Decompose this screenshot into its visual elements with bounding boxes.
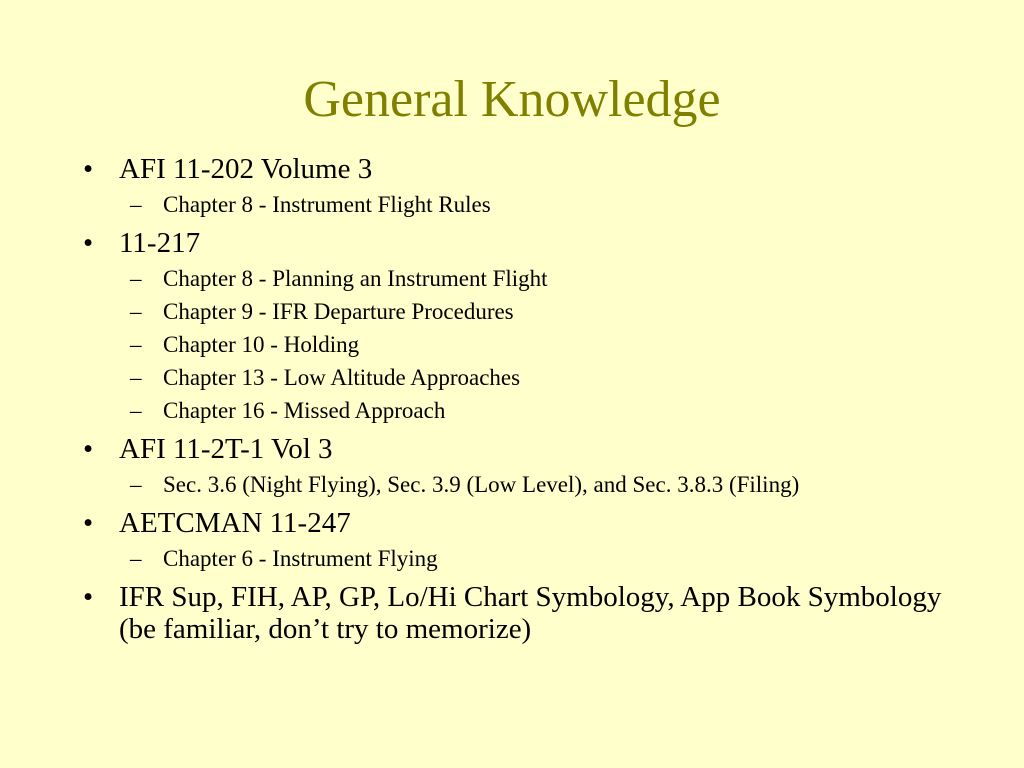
bullet-item <box>83 581 963 645</box>
sub-bullet-text: Chapter 8 - Planning an Instrument Flight <box>163 266 548 291</box>
bullet-item <box>83 227 963 259</box>
bullet-icon: • <box>83 153 94 185</box>
sub-bullet-text: Chapter 9 - IFR Departure Procedures <box>163 299 514 324</box>
sub-bullet-item <box>83 472 963 498</box>
bullet-icon: • <box>83 507 94 539</box>
bullet-item <box>83 153 963 185</box>
sub-bullet-text: Chapter 6 - Instrument Flying <box>163 546 438 571</box>
dash-icon: – <box>130 365 142 390</box>
bullet-text: 11-217 <box>119 227 201 259</box>
sub-bullet-text: Chapter 13 - Low Altitude Approaches <box>163 365 521 390</box>
slide-title: General Knowledge <box>303 71 721 128</box>
sub-bullet-text: Chapter 8 - Instrument Flight Rules <box>163 192 491 217</box>
bullet-icon: • <box>83 433 94 465</box>
sub-bullet-item <box>83 546 963 572</box>
dash-icon: – <box>130 192 142 217</box>
bullet-text: IFR Sup, FIH, AP, GP, Lo/Hi Chart Symbology, App Book Symbology (be familiar, don’t try to memorize) <box>119 581 942 645</box>
dash-icon: – <box>130 398 142 423</box>
sub-bullet-item <box>83 365 963 391</box>
dash-icon: – <box>130 299 142 324</box>
bullet-icon: • <box>83 581 94 613</box>
dash-icon: – <box>130 332 142 357</box>
sub-bullet-item <box>83 266 963 292</box>
sub-bullet-item <box>83 332 963 358</box>
dash-icon: – <box>130 546 142 571</box>
sub-bullet-item <box>83 398 963 424</box>
bullet-text: AFI 11-202 Volume 3 <box>119 153 373 185</box>
dash-icon: – <box>130 266 142 291</box>
bullet-item <box>83 507 963 539</box>
sub-bullet-item <box>83 192 963 218</box>
bullet-text: AFI 11-2T-1 Vol 3 <box>119 433 333 465</box>
bullet-item <box>83 433 963 465</box>
bullet-list <box>83 148 963 645</box>
bullet-icon: • <box>83 227 94 259</box>
sub-bullet-text: Chapter 16 - Missed Approach <box>163 398 446 423</box>
sub-bullet-item <box>83 299 963 325</box>
sub-bullet-text: Chapter 10 - Holding <box>163 332 360 357</box>
dash-icon: – <box>130 472 142 497</box>
sub-bullet-text: Sec. 3.6 (Night Flying), Sec. 3.9 (Low Level), and Sec. 3.8.3 (Filing) <box>163 472 800 497</box>
bullet-text: AETCMAN 11-247 <box>119 507 351 539</box>
